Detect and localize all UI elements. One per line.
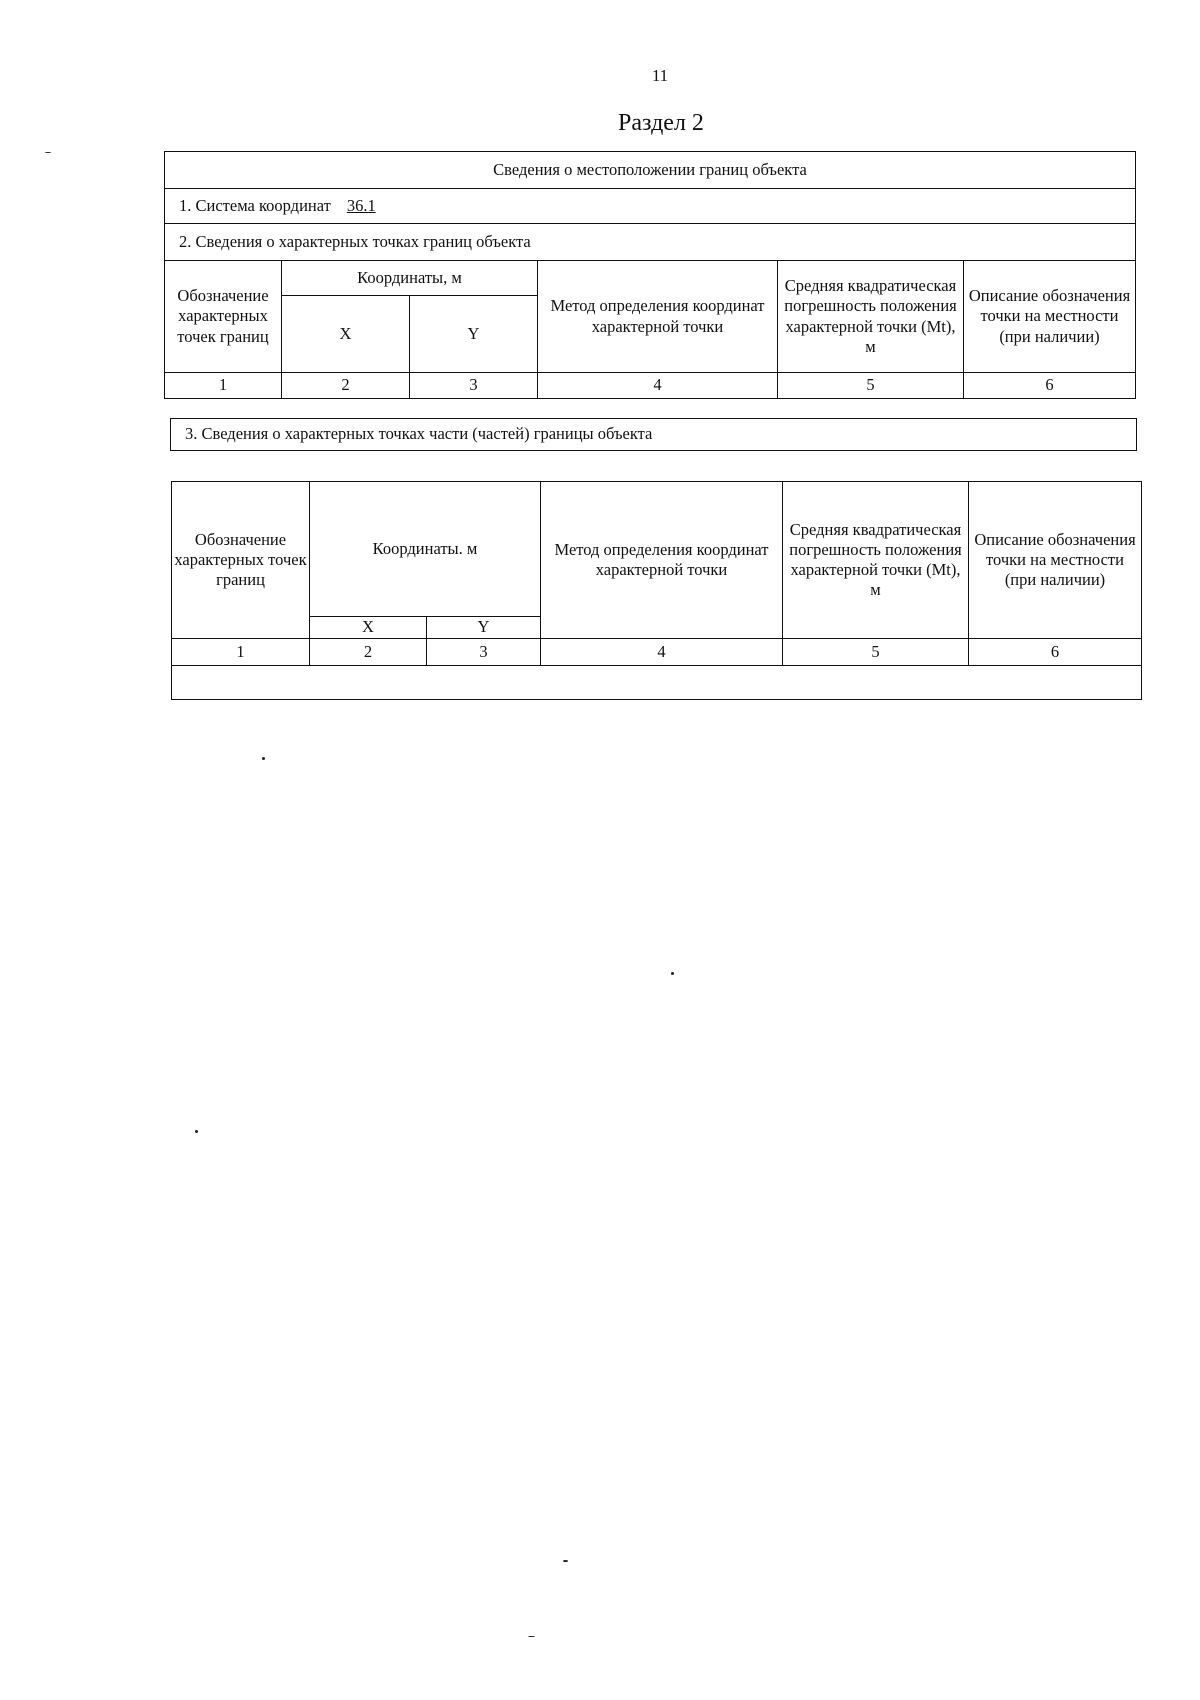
- scan-speck: [528, 1636, 535, 1637]
- table-title: Сведения о местоположении границ объекта: [165, 152, 1136, 189]
- header-description: Описание обозначения точки на местности (при наличии): [964, 261, 1136, 373]
- section-title: Раздел 2: [618, 110, 704, 136]
- column-number: 4: [538, 373, 778, 399]
- header-y: Y: [410, 296, 538, 373]
- header-coordinates: Координаты. м: [310, 482, 541, 617]
- section3-heading: 3. Сведения о характерных точках части (частей) границы объекта: [185, 424, 653, 443]
- column-number: 4: [541, 639, 783, 666]
- scan-speck: [563, 1560, 568, 1562]
- column-number: 6: [964, 373, 1136, 399]
- coord-system-value: 36.1: [346, 195, 376, 215]
- column-number: 2: [310, 639, 427, 666]
- part-boundary-table: [171, 481, 1142, 700]
- header-error: Средняя квадратическая погрешность положения характерной точки (Mt), м: [783, 482, 969, 639]
- column-number: 3: [410, 373, 538, 399]
- column-number: 3: [427, 639, 541, 666]
- section3-heading-box: [170, 418, 1137, 451]
- header-y: Y: [427, 617, 541, 639]
- coord-system-label: 1. Система координат: [179, 195, 331, 215]
- header-description: Описание обозначения точки на местности (при наличии): [969, 482, 1142, 639]
- header-x: X: [282, 296, 410, 373]
- points-heading: 2. Сведения о характерных точках границ объекта: [165, 224, 1136, 261]
- boundary-location-table: [164, 151, 1136, 399]
- column-number: 5: [783, 639, 969, 666]
- scan-speck: [45, 152, 51, 153]
- page-number: 11: [651, 66, 669, 85]
- header-x: X: [310, 617, 427, 639]
- column-number: 1: [165, 373, 282, 399]
- column-number: 6: [969, 639, 1142, 666]
- header-method: Метод определения координат характерной точки: [541, 482, 783, 639]
- empty-row: [172, 666, 1142, 700]
- column-number: 5: [778, 373, 964, 399]
- header-method: Метод определения координат характерной точки: [538, 261, 778, 373]
- scan-speck: [671, 972, 674, 975]
- header-coordinates: Координаты, м: [282, 261, 538, 296]
- header-designation: Обозначение характерных точек границ: [172, 482, 310, 639]
- column-number: 2: [282, 373, 410, 399]
- header-error: Средняя квадратическая погрешность положения характерной точки (Mt), м: [778, 261, 964, 373]
- header-designation: Обозначение характерных точек границ: [165, 261, 282, 373]
- scan-speck: [195, 1130, 198, 1133]
- coord-system-row: [165, 189, 1136, 224]
- column-number: 1: [172, 639, 310, 666]
- scan-speck: [262, 757, 265, 760]
